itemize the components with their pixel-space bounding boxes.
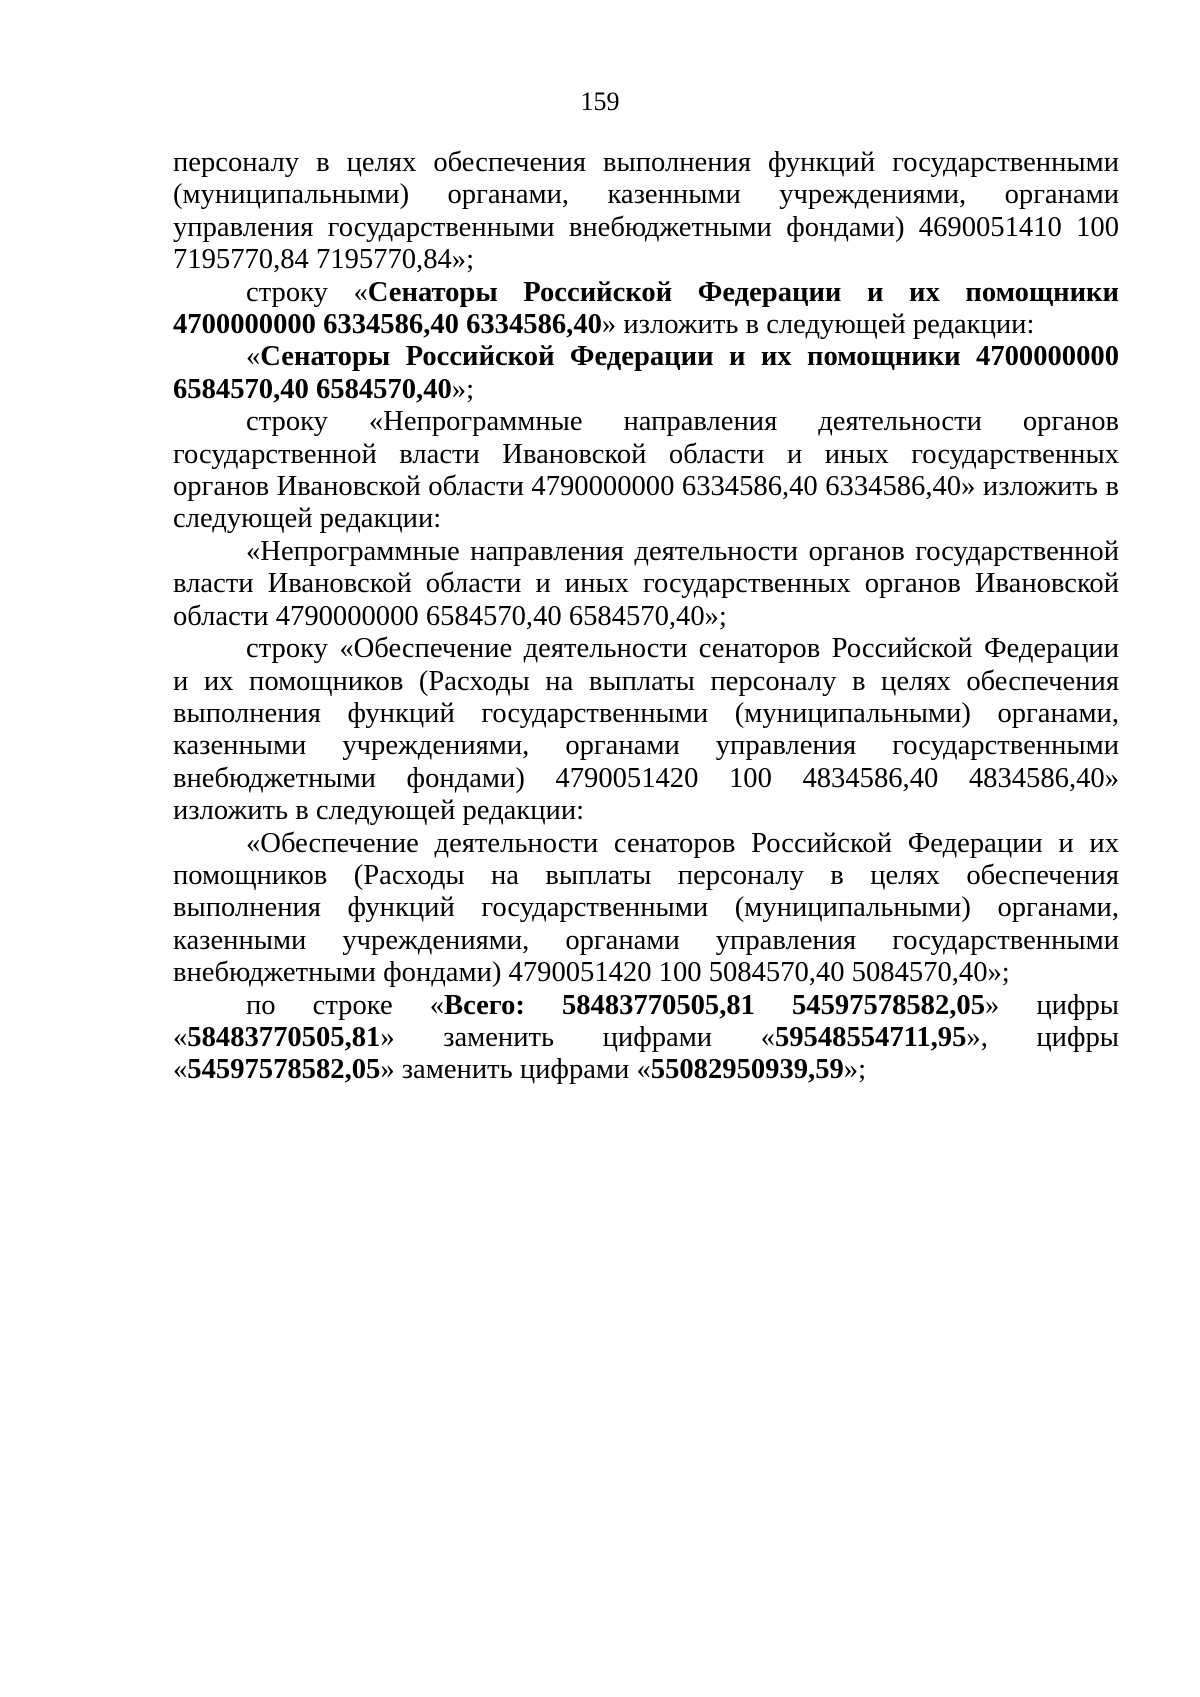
bold-text-run: 58483770505,81 (187, 1021, 381, 1053)
text-run: «Непрограммные направления деятельности органов государственной власти Ивановской области и иных государственных органов Ивановской области 4790000000 6584570,40 6584570,40»; (173, 535, 1119, 632)
bold-text-run: Сенаторы Российской Федерации и их помощники 4700000000 6584570,40 6584570,40 (173, 341, 1119, 405)
text-run: » цифры « (173, 989, 1119, 1053)
paragraph (173, 828, 1119, 990)
text-run: »; (843, 1054, 867, 1086)
paragraph (173, 406, 1119, 536)
paragraph (173, 277, 1119, 342)
text-run: « (246, 341, 261, 373)
paragraph (173, 536, 1119, 633)
document-body (173, 147, 1119, 1087)
paragraph (173, 341, 1119, 406)
text-run: по строке « (246, 989, 444, 1021)
bold-text-run: 59548554711,95 (774, 1021, 967, 1053)
bold-text-run: Сенаторы Российской Федерации и их помощники 4700000000 6334586,40 6334586,40 (173, 276, 1120, 341)
text-run: », цифры « (173, 1021, 1120, 1086)
paragraph (173, 633, 1119, 827)
paragraph (173, 990, 1119, 1087)
text-run: » заменить цифрами « (380, 1021, 775, 1053)
text-run: строку «Непрограммные направления деятельности органов государственной власти Ивановской области и иных государственных органов Ивановской области 4790000000 6334586,40 6334586,40» изложить в следующей редакции: (173, 406, 1119, 535)
text-run: »; (451, 373, 475, 405)
text-run: строку « (246, 276, 368, 308)
text-run: «Обеспечение деятельности сенаторов Российской Федерации и их помощников (Расходы на выплаты персоналу в целях обеспечения выполнения функций государственными (муниципальными) органами, казенными учреждениями, органами управления государственными внебюджетными фондами) 4790051420 100 5084570,40 5084570,40»; (173, 827, 1119, 989)
bold-text-run: 55082950939,59 (650, 1054, 844, 1086)
bold-text-run: 54597578582,05 (187, 1054, 381, 1086)
paragraph (173, 147, 1119, 277)
text-run: персоналу в целях обеспечения выполнения функций государственными (муниципальными) органами, казенными учреждениями, органами управления государственными внебюджетными фондами) 4690051410 100 7195770,84 7195770,84»; (173, 147, 1119, 276)
bold-text-run: Всего: 58483770505,81 54597578582,05 (444, 989, 986, 1021)
text-run: » заменить цифрами « (380, 1054, 651, 1086)
text-run: » изложить в следующей редакции: (601, 309, 1035, 341)
text-run: строку «Обеспечение деятельности сенаторов Российской Федерации и их помощников (Расходы на выплаты персоналу в целях обеспечения выполнения функций государственными (муниципальными) органами, казенными учреждениями, органами управления государственными внебюджетными фондами) 4790051420 100 4834586,40 4834586,40» изложить в следующей редакции: (173, 633, 1119, 827)
page-number: 159 (580, 87, 620, 116)
